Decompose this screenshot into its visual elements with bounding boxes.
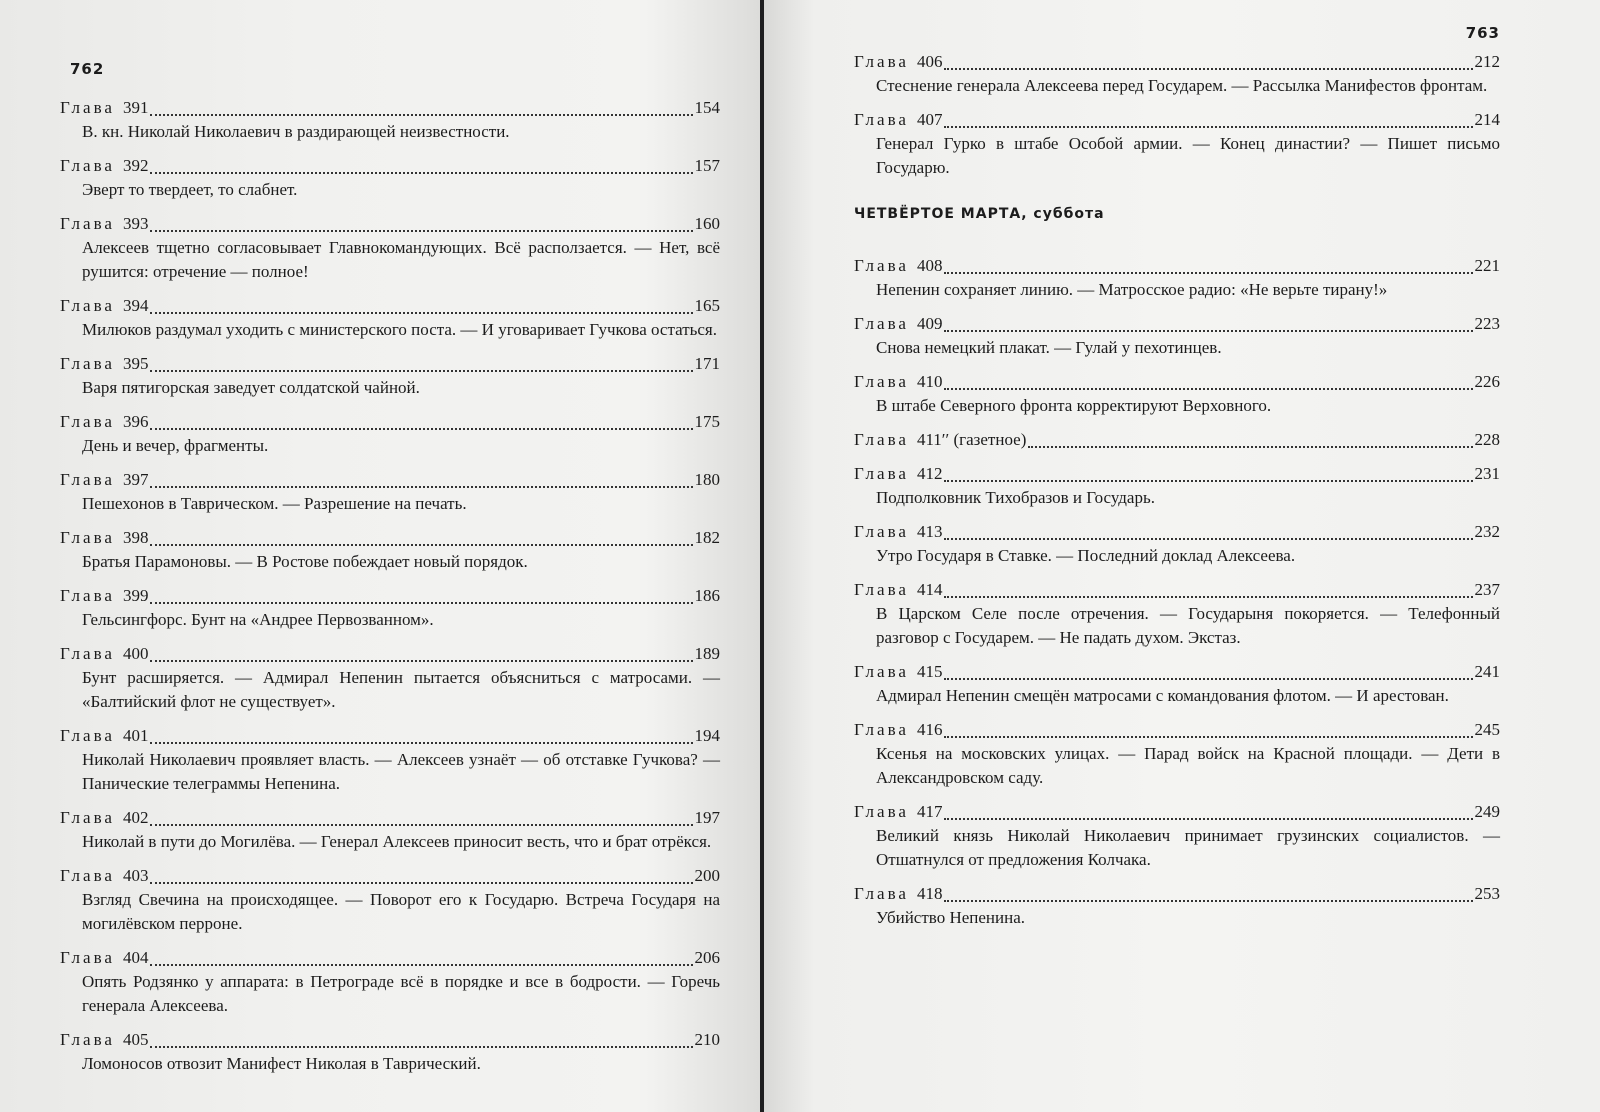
toc-entry	[60, 724, 720, 796]
chapter-number: 399	[122, 586, 149, 605]
chapter-label: Глава	[60, 1030, 115, 1049]
toc-entry-heading	[60, 584, 720, 608]
chapter-page-number: 228	[1474, 430, 1500, 449]
toc-entry	[854, 254, 1500, 302]
toc-entry-heading	[854, 718, 1500, 742]
chapter-number: 415	[916, 662, 943, 681]
chapter-label: Глава	[60, 214, 115, 233]
chapter-label: Глава	[854, 110, 909, 129]
toc-entry	[854, 108, 1500, 180]
chapter-page-number: 180	[694, 470, 720, 489]
chapter-number: 405	[122, 1030, 149, 1049]
toc-entry-heading	[60, 468, 720, 492]
toc-entry	[60, 946, 720, 1018]
chapter-description: Опять Родзянко у аппарата: в Петрограде всё в порядке и все в бодрости. — Горечь генерала Алексеева.	[82, 972, 720, 1015]
chapter-label: Глава	[60, 948, 115, 967]
chapter-description: В штабе Северного фронта корректируют Верховного.	[876, 396, 1272, 415]
chapter-description: Великий князь Николай Николаевич принимает грузинских социалистов. — Отшатнулся от предложения Колчака.	[876, 826, 1500, 869]
chapter-page-number: 253	[1474, 884, 1500, 903]
chapter-page-number: 194	[694, 726, 720, 745]
chapter-label: Глава	[60, 528, 115, 547]
chapter-label: Глава	[60, 98, 115, 117]
toc-entry-heading	[854, 800, 1500, 824]
chapter-page-number: 245	[1474, 720, 1500, 739]
toc-entry	[854, 50, 1500, 98]
toc-entry	[854, 462, 1500, 510]
chapter-label: Глава	[854, 580, 909, 599]
toc-entry-heading	[854, 882, 1500, 906]
dot-leader	[944, 54, 1472, 70]
chapter-description: Подполковник Тихобразов и Государь.	[876, 488, 1155, 507]
chapter-label: Глава	[60, 866, 115, 885]
chapter-number: 402	[122, 808, 149, 827]
chapter-label: Глава	[60, 586, 115, 605]
toc-entry-heading	[854, 254, 1500, 278]
dot-leader	[150, 950, 692, 966]
chapter-page-number: 237	[1474, 580, 1500, 599]
dot-leader	[150, 100, 692, 116]
chapter-label: Глава	[854, 52, 909, 71]
dot-leader	[150, 472, 692, 488]
dot-leader	[150, 810, 692, 826]
chapter-number: 393	[122, 214, 149, 233]
chapter-label: Глава	[854, 522, 909, 541]
toc-entry-heading	[854, 50, 1500, 74]
chapter-page-number: 241	[1474, 662, 1500, 681]
chapter-description: Гельсингфорс. Бунт на «Андрее Первозванном».	[82, 610, 434, 629]
dot-leader	[944, 112, 1472, 128]
chapter-number: 409	[916, 314, 943, 333]
chapter-label: Глава	[854, 884, 909, 903]
chapter-description: День и вечер, фрагменты.	[82, 436, 269, 455]
toc-entry-heading	[60, 946, 720, 970]
toc-entry	[854, 312, 1500, 360]
chapter-description: Пешехонов в Таврическом. — Разрешение на печать.	[82, 494, 467, 513]
chapter-number: 410	[916, 372, 943, 391]
toc-entry	[60, 212, 720, 284]
dot-leader	[944, 258, 1472, 274]
chapter-description: Братья Парамоновы. — В Ростове побеждает новый порядок.	[82, 552, 528, 571]
toc-entry-heading	[60, 96, 720, 120]
dot-leader	[150, 298, 692, 314]
chapter-number: 403	[122, 866, 149, 885]
chapter-page-number: 160	[694, 214, 720, 233]
chapter-description: Утро Государя в Ставке. — Последний доклад Алексеева.	[876, 546, 1296, 565]
chapter-page-number: 186	[694, 586, 720, 605]
toc-entry	[854, 800, 1500, 872]
chapter-page-number: 212	[1474, 52, 1500, 71]
chapter-number: 397	[122, 470, 149, 489]
chapter-label: Глава	[854, 662, 909, 681]
chapter-description: Бунт расширяется. — Адмирал Непенин пытается объясниться с матросами. — «Балтийский флот не существует».	[82, 668, 720, 711]
chapter-number: 394	[122, 296, 149, 315]
toc-entry	[854, 520, 1500, 568]
chapter-description: В. кн. Николай Николаевич в раздирающей неизвестности.	[82, 122, 510, 141]
chapter-label: Глава	[60, 296, 115, 315]
toc-entry	[60, 96, 720, 144]
chapter-description: Ксенья на московских улицах. — Парад войск на Красной площади. — Дети в Александровском саду.	[876, 744, 1500, 787]
toc-entry-heading	[854, 660, 1500, 684]
dot-leader	[150, 158, 692, 174]
chapter-page-number: 200	[694, 866, 720, 885]
toc-entry	[60, 526, 720, 574]
toc-entry-heading	[60, 806, 720, 830]
dot-leader	[944, 582, 1472, 598]
chapter-page-number: 210	[694, 1030, 720, 1049]
chapter-number: 406	[916, 52, 943, 71]
chapter-number: 404	[122, 948, 149, 967]
chapter-label: Глава	[854, 720, 909, 739]
chapter-number: 396	[122, 412, 149, 431]
chapter-number: 395	[122, 354, 149, 373]
toc-entry	[854, 370, 1500, 418]
toc-entry	[60, 584, 720, 632]
chapter-number: 414	[916, 580, 943, 599]
chapter-label: Глава	[60, 726, 115, 745]
toc-list-right-top	[854, 50, 1500, 180]
chapter-label: Глава	[60, 354, 115, 373]
chapter-page-number: 249	[1474, 802, 1500, 821]
chapter-number: 392	[122, 156, 149, 175]
chapter-description: Снова немецкий плакат. — Гулай у пехотинцев.	[876, 338, 1222, 357]
chapter-description: Взгляд Свечина на происходящее. — Поворот его к Государю. Встреча Государя на могилёвском перроне.	[82, 890, 720, 933]
chapter-number: 408	[916, 256, 943, 275]
toc-list-left	[60, 96, 720, 1076]
chapter-number: 391	[122, 98, 149, 117]
toc-entry-heading	[60, 410, 720, 434]
chapter-number: 416	[916, 720, 943, 739]
toc-entry-heading	[60, 864, 720, 888]
chapter-label: Глава	[60, 156, 115, 175]
chapter-description: В Царском Селе после отречения. — Государыня покоряется. — Телефонный разговор с Государем. — Не падать духом. Экстаз.	[876, 604, 1500, 647]
chapter-description: Варя пятигорская заведует солдатской чайной.	[82, 378, 420, 397]
toc-entry	[60, 352, 720, 400]
chapter-page-number: 189	[694, 644, 720, 663]
chapter-label: Глава	[854, 430, 909, 449]
dot-leader	[150, 1032, 692, 1048]
toc-entry	[854, 660, 1500, 708]
chapter-number: 401	[122, 726, 149, 745]
toc-entry-heading	[60, 154, 720, 178]
right-page	[764, 0, 1600, 1112]
toc-entry	[60, 154, 720, 202]
chapter-label: Глава	[854, 464, 909, 483]
chapter-description: Ломоносов отвозит Манифест Николая в Таврический.	[82, 1054, 481, 1073]
chapter-description: Николай в пути до Могилёва. — Генерал Алексеев приносит весть, что и брат отрёкся.	[82, 832, 712, 851]
chapter-description: Непенин сохраняет линию. — Матросское радио: «Не верьте тирану!»	[876, 280, 1388, 299]
toc-entry	[60, 1028, 720, 1076]
toc-entry-heading	[60, 352, 720, 376]
dot-leader	[944, 374, 1472, 390]
chapter-page-number: 175	[694, 412, 720, 431]
toc-entry	[60, 294, 720, 342]
toc-entry-heading	[60, 294, 720, 318]
toc-entry-heading	[854, 520, 1500, 544]
dot-leader	[150, 356, 692, 372]
chapter-page-number: 157	[694, 156, 720, 175]
toc-entry	[60, 806, 720, 854]
chapter-page-number: 214	[1474, 110, 1500, 129]
dot-leader	[944, 466, 1472, 482]
toc-entry-heading	[854, 462, 1500, 486]
toc-entry-heading	[854, 370, 1500, 394]
toc-entry	[854, 428, 1500, 452]
dot-leader	[1028, 432, 1472, 448]
chapter-page-number: 232	[1474, 522, 1500, 541]
dot-leader	[150, 414, 692, 430]
toc-entry	[854, 578, 1500, 650]
chapter-description: Стеснение генерала Алексеева перед Государем. — Рассылка Манифестов фронтам.	[876, 76, 1488, 95]
toc-entry-heading	[854, 578, 1500, 602]
dot-leader	[150, 868, 692, 884]
chapter-page-number: 206	[694, 948, 720, 967]
chapter-label: Глава	[854, 314, 909, 333]
toc-entry	[854, 882, 1500, 930]
chapter-description: Николай Николаевич проявляет власть. — Алексеев узнаёт — об отставке Гучкова? — Панические телеграммы Непенина.	[82, 750, 720, 793]
page-number-left: 762	[70, 60, 105, 78]
chapter-description: Адмирал Непенин смещён матросами с командования флотом. — И арестован.	[876, 686, 1449, 705]
dot-leader	[150, 728, 692, 744]
toc-entry	[60, 864, 720, 936]
chapter-page-number: 231	[1474, 464, 1500, 483]
chapter-page-number: 182	[694, 528, 720, 547]
chapter-page-number: 221	[1474, 256, 1500, 275]
toc-list-right-bottom	[854, 254, 1500, 930]
toc-entry-heading	[854, 428, 1500, 452]
dot-leader	[150, 646, 692, 662]
dot-leader	[150, 530, 692, 546]
toc-entry-heading	[60, 642, 720, 666]
page-number-right: 763	[1465, 24, 1500, 42]
chapter-label: Глава	[854, 372, 909, 391]
dot-leader	[944, 804, 1472, 820]
dot-leader	[944, 722, 1472, 738]
toc-entry-heading	[854, 108, 1500, 132]
chapter-number: 412	[916, 464, 943, 483]
dot-leader	[150, 216, 692, 232]
chapter-label: Глава	[60, 808, 115, 827]
chapter-page-number: 223	[1474, 314, 1500, 333]
chapter-page-number: 226	[1474, 372, 1500, 391]
section-heading: ЧЕТВЁРТОЕ МАРТА, суббота	[854, 206, 1105, 222]
chapter-page-number: 165	[694, 296, 720, 315]
chapter-number: 398	[122, 528, 149, 547]
chapter-description: Эверт то твердеет, то слабнет.	[82, 180, 298, 199]
chapter-description: Милюков раздумал уходить с министерского поста. — И уговаривает Гучкова остаться.	[82, 320, 717, 339]
toc-entry	[60, 410, 720, 458]
toc-entry	[60, 642, 720, 714]
dot-leader	[944, 886, 1472, 902]
dot-leader	[150, 588, 692, 604]
left-page	[0, 0, 760, 1112]
chapter-description: Алексеев тщетно согласовывает Главнокомандующих. Всё расползается. — Нет, всё рушится: отречение — полное!	[82, 238, 720, 281]
chapter-page-number: 197	[694, 808, 720, 827]
chapter-label: Глава	[60, 644, 115, 663]
chapter-description: Генерал Гурко в штабе Особой армии. — Конец династии? — Пишет письмо Государю.	[876, 134, 1500, 177]
toc-entry	[60, 468, 720, 516]
chapter-number: 400	[122, 644, 149, 663]
chapter-label: Глава	[60, 412, 115, 431]
toc-entry-heading	[60, 1028, 720, 1052]
chapter-page-number: 171	[694, 354, 720, 373]
chapter-number: 407	[916, 110, 943, 129]
chapter-page-number: 154	[694, 98, 720, 117]
chapter-description: Убийство Непенина.	[876, 908, 1025, 927]
chapter-number: 413	[916, 522, 943, 541]
chapter-label: Глава	[854, 802, 909, 821]
dot-leader	[944, 524, 1472, 540]
chapter-number: 418	[916, 884, 943, 903]
dot-leader	[944, 664, 1472, 680]
chapter-number: 417	[916, 802, 943, 821]
toc-entry-heading	[854, 312, 1500, 336]
toc-entry	[854, 718, 1500, 790]
toc-entry-heading	[60, 212, 720, 236]
chapter-number: 411′′ (газетное)	[916, 430, 1027, 449]
dot-leader	[944, 316, 1472, 332]
chapter-label: Глава	[60, 470, 115, 489]
chapter-label: Глава	[854, 256, 909, 275]
toc-entry-heading	[60, 724, 720, 748]
toc-entry-heading	[60, 526, 720, 550]
